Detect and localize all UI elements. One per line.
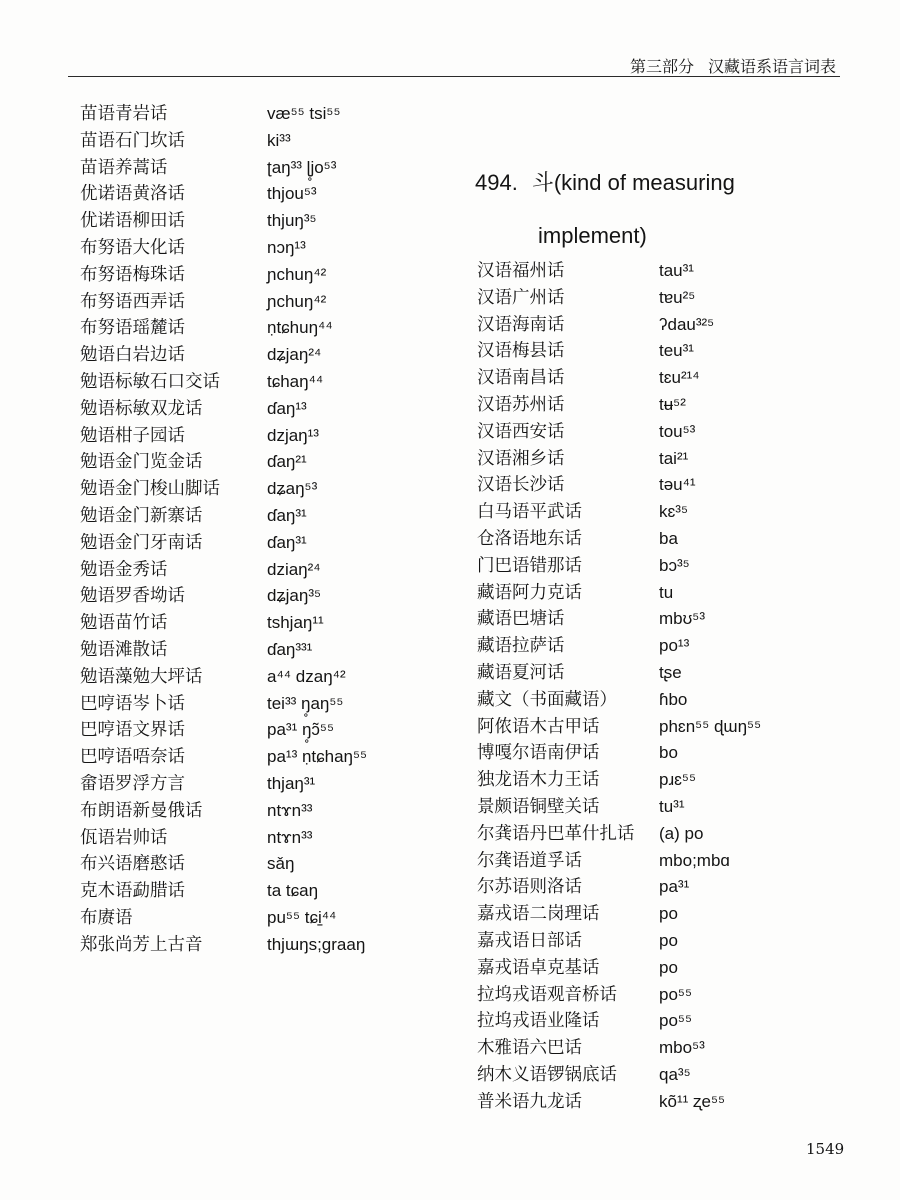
entry-row xyxy=(477,848,837,875)
language-name: 勉语苗竹话 xyxy=(80,613,168,634)
language-name: 优诺语柳田话 xyxy=(80,211,185,232)
word-form: tu xyxy=(659,582,674,602)
word-form: tshjaŋ¹¹ xyxy=(267,613,324,633)
word-form: pɹɛ⁵⁵ xyxy=(659,770,697,790)
word-form: tɛu²¹⁴ xyxy=(659,368,700,388)
entry-row xyxy=(80,128,420,155)
entry-row xyxy=(80,369,420,396)
word-form: dʑjaŋ³⁵ xyxy=(267,586,322,606)
word-form: tɕhaŋ⁴⁴ xyxy=(267,371,324,391)
entry-row xyxy=(80,771,420,798)
entry-row xyxy=(80,396,420,423)
language-name: 尔龚语丹巴革什扎话 xyxy=(477,823,635,844)
section-number: 494. xyxy=(475,170,518,195)
language-name: 苗语石门坎话 xyxy=(80,130,185,151)
left-entry-column xyxy=(80,101,420,959)
language-name: 嘉戎语二岗理话 xyxy=(477,904,600,925)
language-name: 嘉戎语日部话 xyxy=(477,930,582,951)
word-form: dʑaŋ⁵³ xyxy=(267,479,318,499)
entry-row xyxy=(80,530,420,557)
word-form: ɗaŋ³¹ xyxy=(267,505,307,525)
entry-row xyxy=(80,583,420,610)
language-name: 纳木义语锣锅底话 xyxy=(477,1064,617,1085)
entry-row xyxy=(477,419,837,446)
language-name: 阿侬语木古甲话 xyxy=(477,716,600,737)
word-form: pa³¹ xyxy=(659,877,690,897)
language-name: 勉语白岩边话 xyxy=(80,345,185,366)
word-form: ɗaŋ¹³ xyxy=(267,398,307,418)
language-name: 普米语九龙话 xyxy=(477,1091,582,1112)
language-name: 布努语瑶麓话 xyxy=(80,318,185,339)
language-name: 藏语巴塘话 xyxy=(477,609,565,630)
entry-row xyxy=(477,472,837,499)
word-form: sǎŋ xyxy=(267,854,295,874)
entry-row xyxy=(80,744,420,771)
language-name: 巴哼语唔奈话 xyxy=(80,747,185,768)
language-name: 巴哼语岑卜话 xyxy=(80,693,185,714)
entry-row xyxy=(477,1089,837,1116)
entry-row xyxy=(80,289,420,316)
word-form: tʂe xyxy=(659,662,682,682)
word-form: tu³¹ xyxy=(659,796,685,816)
running-header-part: 第三部分 xyxy=(629,57,694,76)
language-name: 汉语广州话 xyxy=(477,287,565,308)
entry-row xyxy=(80,798,420,825)
entry-row xyxy=(477,285,837,312)
word-form: mbo;mbɑ xyxy=(659,850,730,870)
language-name: 汉语长沙话 xyxy=(477,475,565,496)
entry-row xyxy=(477,365,837,392)
entry-row xyxy=(80,691,420,718)
language-name: 勉语金门新寨话 xyxy=(80,505,203,526)
word-form: thjuŋ³⁵ xyxy=(267,211,317,231)
word-form: (a) po xyxy=(659,823,704,843)
language-name: 勉语滩散话 xyxy=(80,639,168,660)
entry-row xyxy=(80,315,420,342)
word-form: po⁵⁵ xyxy=(659,1011,693,1031)
entry-row xyxy=(80,235,420,262)
word-form: qa³⁵ xyxy=(659,1064,691,1084)
entry-row xyxy=(80,637,420,664)
entry-row xyxy=(477,338,837,365)
word-form: dʑjaŋ²⁴ xyxy=(267,345,322,365)
word-form: teu³¹ xyxy=(659,341,694,361)
word-form: tou⁵³ xyxy=(659,421,696,441)
language-name: 藏语拉萨话 xyxy=(477,636,565,657)
language-name: 布努语西弄话 xyxy=(80,291,185,312)
entry-row xyxy=(80,208,420,235)
section-title-line1: 斗(kind of measuring xyxy=(531,170,735,195)
language-name: 博嘎尔语南伊话 xyxy=(477,743,600,764)
word-form: kõ¹¹ ʐe⁵⁵ xyxy=(659,1091,726,1111)
language-name: 独龙语木力王话 xyxy=(477,770,600,791)
language-name: 嘉戎语卓克基话 xyxy=(477,957,600,978)
word-form: nɔŋ¹³ xyxy=(267,237,306,257)
entry-row xyxy=(477,955,837,982)
entry-row xyxy=(80,155,420,182)
word-form: væ⁵⁵ tsi⁵⁵ xyxy=(267,104,341,123)
language-name: 勉语标敏双龙话 xyxy=(80,398,203,419)
language-name: 勉语标敏石口交话 xyxy=(80,371,220,392)
word-form: mbo⁵³ xyxy=(659,1038,705,1058)
language-name: 汉语湘乡话 xyxy=(477,448,565,469)
entry-row xyxy=(477,874,837,901)
language-name: 汉语福州话 xyxy=(477,261,565,281)
entry-row xyxy=(80,423,420,450)
language-name: 木雅语六巴话 xyxy=(477,1038,582,1059)
language-name: 藏文（书面藏语） xyxy=(477,689,617,710)
word-form: pa¹³ ṇtɕhaŋ⁵⁵ xyxy=(267,747,368,767)
entry-row xyxy=(477,258,837,285)
word-form: pu⁵⁵ tɕi̠⁴⁴ xyxy=(267,907,337,927)
header-rule xyxy=(68,76,840,77)
word-form: ɲchuŋ⁴² xyxy=(267,264,327,284)
entry-row xyxy=(80,610,420,637)
word-form: ɦbo xyxy=(659,689,688,709)
entry-row xyxy=(477,633,837,660)
word-form: ɗaŋ³¹ xyxy=(267,532,307,552)
word-form: tɐu²⁵ xyxy=(659,287,696,307)
entry-row xyxy=(80,449,420,476)
right-entry-column xyxy=(477,258,837,1116)
entry-row xyxy=(477,553,837,580)
entry-row xyxy=(477,312,837,339)
word-form: thjɯŋs;graaŋ xyxy=(267,934,366,954)
language-name: 藏语阿力克话 xyxy=(477,582,582,603)
language-name: 克木语勐腊话 xyxy=(80,881,185,902)
section-title-line2: implement) xyxy=(538,223,647,248)
entry-row xyxy=(80,262,420,289)
entry-row xyxy=(477,821,837,848)
entry-row xyxy=(477,606,837,633)
language-name: 布朗语新曼俄话 xyxy=(80,800,203,821)
word-form: po¹³ xyxy=(659,636,690,656)
running-header-title: 汉藏语系语言词表 xyxy=(707,57,836,76)
entry-row xyxy=(80,503,420,530)
language-name: 拉坞戎语业隆话 xyxy=(477,1011,600,1032)
word-form: təu⁴¹ xyxy=(659,475,696,495)
entry-row xyxy=(80,557,420,584)
word-form: po xyxy=(659,904,678,924)
language-name: 汉语南昌话 xyxy=(477,368,565,389)
word-form: ʈaŋ³³ ɭ̥jo⁵³ xyxy=(267,157,337,177)
language-name: 拉坞戎语观音桥话 xyxy=(477,984,617,1005)
language-name: 布赓语 xyxy=(80,907,133,928)
language-name: 布兴语磨憨话 xyxy=(80,854,185,875)
language-name: 尔龚语道孚话 xyxy=(477,850,582,871)
word-form: po xyxy=(659,930,678,950)
section-heading xyxy=(475,168,735,198)
word-form: ntɤn³³ xyxy=(267,827,313,847)
language-name: 汉语海南话 xyxy=(477,314,565,335)
language-name: 勉语藻勉大坪话 xyxy=(80,666,203,687)
entry-row xyxy=(477,1008,837,1035)
word-form: tʉ⁵² xyxy=(659,394,686,414)
running-header xyxy=(630,54,836,77)
language-name: 仓洛语地东话 xyxy=(477,528,582,549)
language-name: 白马语平武话 xyxy=(477,502,582,523)
word-form: tei³³ ŋ̥aŋ⁵⁵ xyxy=(267,693,344,713)
word-form: thjaŋ³¹ xyxy=(267,773,316,793)
entry-row xyxy=(80,717,420,744)
word-form: bo xyxy=(659,743,678,763)
language-name: 勉语金门梭山脚话 xyxy=(80,479,220,500)
entry-row xyxy=(477,526,837,553)
language-name: 佤语岩帅话 xyxy=(80,827,168,848)
entry-row xyxy=(80,825,420,852)
language-name: 郑张尚芳上古音 xyxy=(80,934,203,955)
language-name: 布努语大化话 xyxy=(80,237,185,258)
entry-row xyxy=(80,932,420,959)
entry-row xyxy=(477,1062,837,1089)
entry-row xyxy=(477,982,837,1009)
entry-row xyxy=(80,342,420,369)
entry-row xyxy=(477,660,837,687)
entry-row xyxy=(80,851,420,878)
word-form: ki³³ xyxy=(267,130,291,150)
word-form: pa³¹ ŋ̥ɔ̃⁵⁵ xyxy=(267,720,335,740)
word-form: ɗaŋ²¹ xyxy=(267,452,307,472)
language-name: 巴哼语文界话 xyxy=(80,720,185,741)
entry-row xyxy=(80,878,420,905)
entry-row xyxy=(80,905,420,932)
word-form: ṇtɕhuŋ⁴⁴ xyxy=(267,318,333,338)
word-form: a⁴⁴ dzaŋ⁴² xyxy=(267,666,346,686)
entry-row xyxy=(477,767,837,794)
language-name: 藏语夏河话 xyxy=(477,662,565,683)
word-form: phɛn⁵⁵ ɖɯŋ⁵⁵ xyxy=(659,716,762,736)
entry-row xyxy=(80,664,420,691)
language-name: 勉语罗香坳话 xyxy=(80,586,185,607)
language-name: 苗语养蒿话 xyxy=(80,157,168,178)
entry-row xyxy=(477,714,837,741)
word-form: ntɤn³³ xyxy=(267,800,313,820)
language-name: 汉语梅县话 xyxy=(477,341,565,362)
language-name: 汉语苏州话 xyxy=(477,394,565,415)
word-form: ba xyxy=(659,528,678,548)
word-form: dzjaŋ¹³ xyxy=(267,425,319,445)
language-name: 景颇语铜壁关话 xyxy=(477,796,600,817)
language-name: 优诺语黄洛话 xyxy=(80,184,185,205)
word-form: ɲchuŋ⁴² xyxy=(267,291,327,311)
entry-row xyxy=(477,740,837,767)
entry-row xyxy=(477,499,837,526)
word-form: thjou⁵³ xyxy=(267,184,317,204)
language-name: 勉语柑子园话 xyxy=(80,425,185,446)
word-form: ta tɕaŋ xyxy=(267,881,319,901)
entry-row xyxy=(477,794,837,821)
word-form: mbʊ⁵³ xyxy=(659,609,705,629)
entry-row xyxy=(477,446,837,473)
word-form: ʔdau³²⁵ xyxy=(659,314,715,334)
language-name: 尔苏语则洛话 xyxy=(477,877,582,898)
page-number: 1549 xyxy=(806,1140,845,1158)
entry-row xyxy=(477,1035,837,1062)
entry-row xyxy=(80,181,420,208)
entry-row xyxy=(477,687,837,714)
language-name: 勉语金秀话 xyxy=(80,559,168,580)
language-name: 汉语西安话 xyxy=(477,421,565,442)
entry-row xyxy=(80,476,420,503)
entry-row xyxy=(477,392,837,419)
entry-row xyxy=(477,928,837,955)
word-form: bɔ³⁵ xyxy=(659,555,690,575)
entry-row xyxy=(477,901,837,928)
word-form: kɛ³⁵ xyxy=(659,502,689,522)
entry-row xyxy=(477,580,837,607)
language-name: 勉语金门览金话 xyxy=(80,452,203,473)
language-name: 门巴语错那话 xyxy=(477,555,582,576)
word-form: tai²¹ xyxy=(659,448,689,468)
language-name: 勉语金门牙南话 xyxy=(80,532,203,553)
word-form: po⁵⁵ xyxy=(659,984,693,1004)
word-form: dziaŋ²⁴ xyxy=(267,559,321,579)
word-form: po xyxy=(659,957,678,977)
language-name: 布努语梅珠话 xyxy=(80,264,185,285)
word-form: ɗaŋ³³¹ xyxy=(267,639,313,659)
word-form: tau³¹ xyxy=(659,261,694,280)
language-name: 苗语青岩话 xyxy=(80,104,168,124)
language-name: 畲语罗浮方言 xyxy=(80,773,185,794)
entry-row xyxy=(80,101,420,128)
